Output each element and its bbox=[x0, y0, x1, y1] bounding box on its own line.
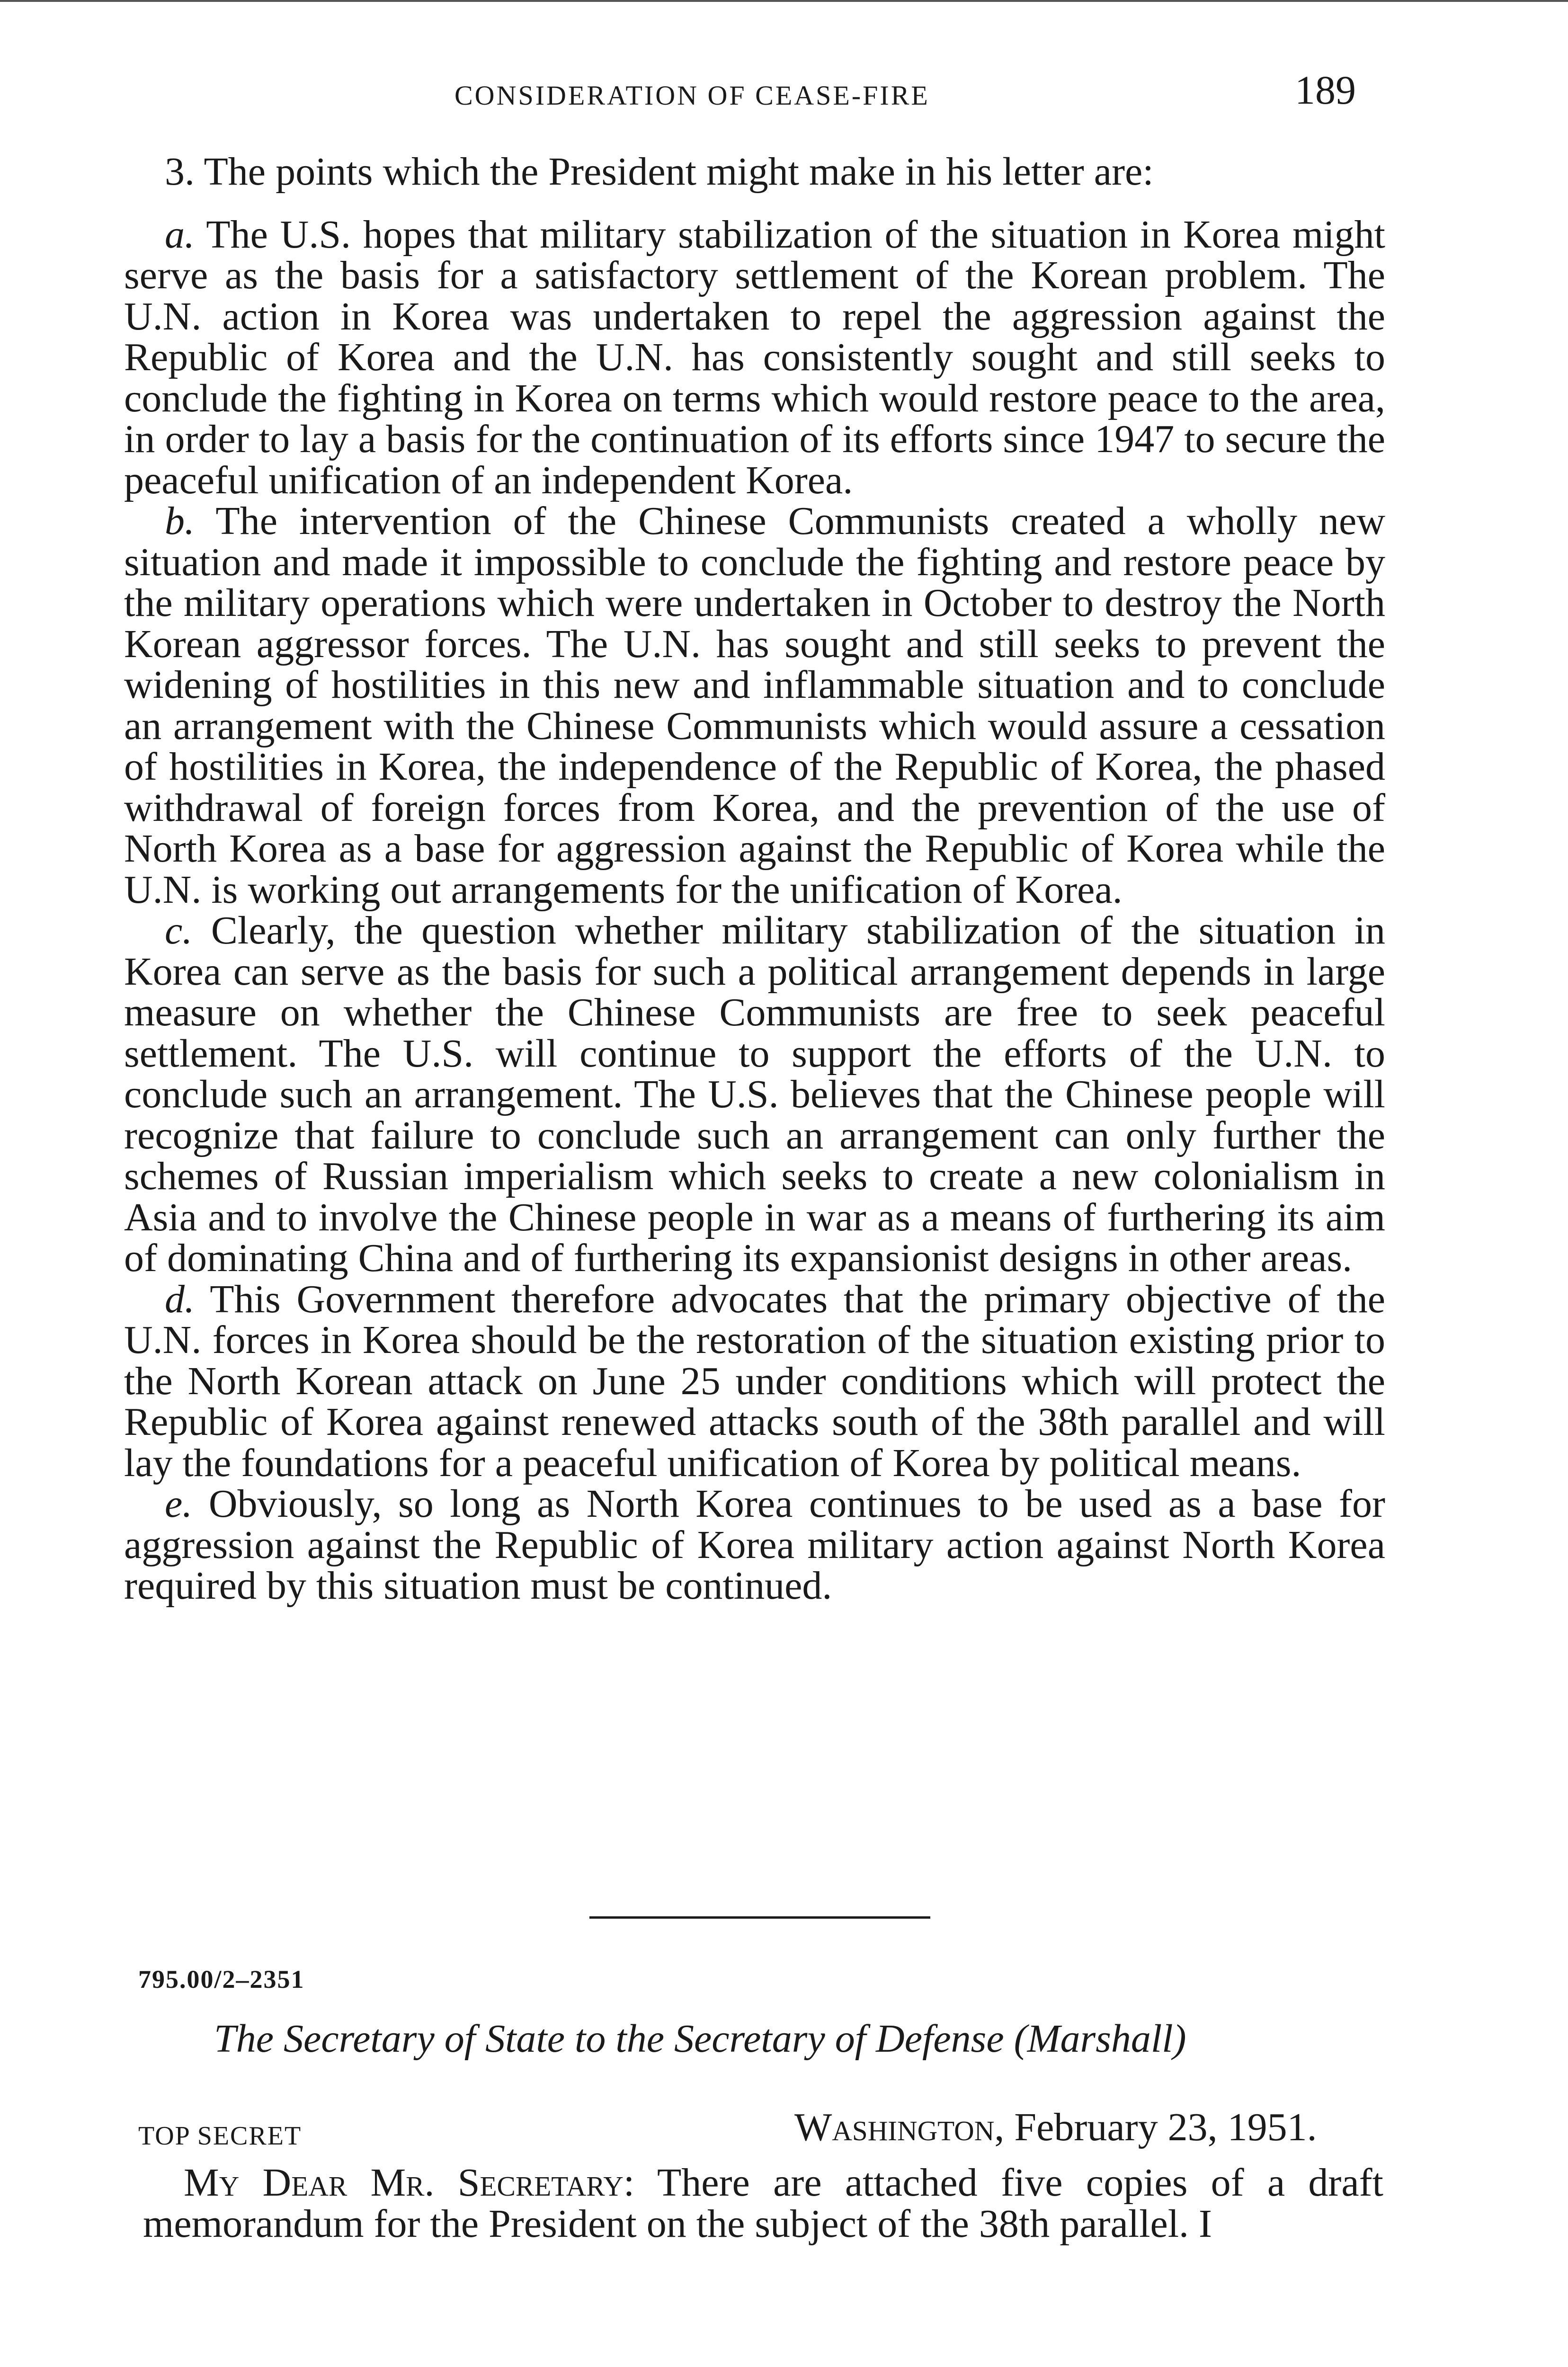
point-b bbox=[124, 501, 1385, 910]
point-c-text: Clearly, the question whether military stabilization of the situation in Korea can serve as the basis for such a political arrangement depends in large measure on whether the Chinese Communists are free to seek peaceful settlement. The U.S. will continue to support the efforts of the U.N. to conclude such an arrangement. The U.S. believes that the Chinese people will recognize that failure to conclude such an arrangement can only further the schemes of Russian imperialism which seeks to create a new colonialism in Asia and to involve the Chinese people in war as a means of furthering its aim of dominating China and of furthering its expansionist designs in other areas. bbox=[124, 908, 1385, 1280]
dateline bbox=[794, 2104, 1317, 2150]
file-number: 795.00/2–2351 bbox=[138, 1965, 305, 1993]
document-title-text: The Secretary of State to the Secretary of Defense bbox=[214, 2017, 1004, 2061]
point-d bbox=[124, 1279, 1385, 1484]
point-e bbox=[124, 1484, 1385, 1607]
letter-opening-text: There are attached five copies of a draft memorandum for the President on the subject of the 38th parallel. I bbox=[143, 2161, 1383, 2246]
section-intro: 3. The points which the President might make in his letter are: bbox=[165, 150, 1154, 194]
point-e-text: Obviously, so long as North Korea continues to be used as a base for aggression against the Republic of Korea military action against North Korea required by this situation must be continued. bbox=[124, 1482, 1385, 1608]
point-d-text: This Government therefore advocates that the primary objective of the U.N. forces in Korea should be the restoration of the situation existing prior to the North Korean attack on June 25 under conditions which will protect the Republic of Korea against renewed attacks south of the 38th parallel and will lay the foundations for a peaceful unification of Korea by political means. bbox=[124, 1277, 1385, 1485]
point-b-letter: b. bbox=[165, 499, 195, 543]
point-d-letter: d. bbox=[165, 1277, 195, 1321]
letter-body bbox=[143, 2162, 1383, 2244]
document-title bbox=[214, 2016, 1186, 2062]
classification-label: TOP SECRET bbox=[138, 2121, 302, 2151]
page-number: 189 bbox=[1295, 67, 1356, 113]
top-border-rule bbox=[0, 0, 1568, 2]
point-e-letter: e. bbox=[165, 1482, 193, 1526]
running-head: CONSIDERATION OF CEASE-FIRE bbox=[454, 80, 930, 111]
letter-opening-paragraph bbox=[143, 2162, 1383, 2244]
memo-points-section bbox=[124, 151, 1385, 1607]
document-title-addressee: (Marshall) bbox=[1014, 2017, 1186, 2061]
point-c bbox=[124, 910, 1385, 1279]
point-b-text: The intervention of the Chinese Communists created a wholly new situation and made it impossible to conclude the fighting and restore peace by the military operations which were undertaken in October to destroy the North Korean aggressor forces. The U.N. has sought and still seeks to prevent the widening of hostilities in this new and inflammable situation and to conclude an arrangement with the Chinese Communists which would assure a cessation of hostilities in Korea, the independence of the Republic of Korea, the phased withdrawal of foreign forces from Korea, and the prevention of the use of North Korea as a base for aggression against the Republic of Korea while the U.N. is working out arrangements for the unification of Korea. bbox=[124, 499, 1385, 912]
point-c-letter: c. bbox=[165, 908, 193, 952]
salutation: My Dear Mr. Secretary: bbox=[184, 2161, 635, 2205]
dateline-place: Washington bbox=[794, 2105, 995, 2149]
point-a-letter: a. bbox=[165, 212, 195, 257]
point-a bbox=[124, 214, 1385, 501]
section-divider bbox=[589, 1916, 930, 1919]
dateline-date: , February 23, 1951. bbox=[994, 2105, 1317, 2149]
point-a-text: The U.S. hopes that military stabilization of the situation in Korea might serve as the basis for a satisfactory settlement of the Korean problem. The U.N. action in Korea was undertaken to repel the aggression against the Republic of Korea and the U.N. has consistently sought and still seeks to conclude the fighting in Korea on terms which would restore peace to the area, in order to lay a basis for the continuation of its efforts since 1947 to secure the peaceful unification of an independent Korea. bbox=[124, 212, 1385, 502]
